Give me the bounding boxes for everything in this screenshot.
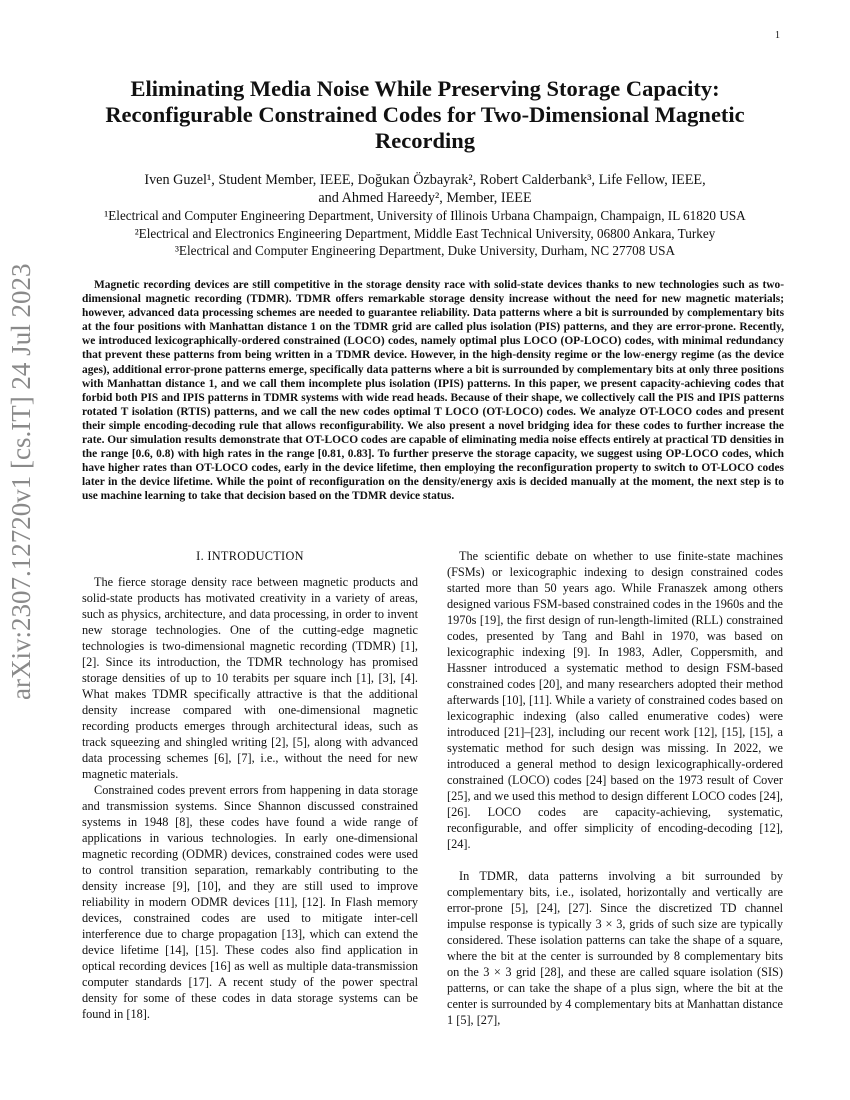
body-paragraph: The fierce storage density race between magnetic products and solid-state products has motivated creativity in a variety of areas, such as physics, architecture, and data processing, in order to invent new storage technologies. One of the cutting-edge magnetic technologies is two-dimensional magnetic recording (TDMR) [1], [2]. Since its introduction, the TDMR technology has promised storage densities of up to 10 terabits per square inch [1], [3], [4]. What makes TDMR specifically attractive is that the additional density increase compared with one-dimensional magnetic recording products emerges through architectural ideas, such as track squeezing and shingled writing [2], [5], along with advanced data processing schemes [6], [7], i.e., without the need for new magnetic materials. xyxy=(82,575,418,781)
affiliation-1: ¹Electrical and Computer Engineering Department, University of Illinois Urbana Champaign, Champaign, IL 61820 USA xyxy=(104,208,746,223)
left-column xyxy=(82,548,418,1022)
body-paragraph: In TDMR, data patterns involving a bit surrounded by complementary bits, i.e., isolated, horizontally and vertically are error-prone [5], [24], [27]. Since the discretized TD channel impulse response is typically 3 × 3, grids of such size are typically considered. These isolation patterns can take the shape of a square, where the bit at the center is surrounded by 8 complementary bits on the 3 × 3 grid [28], and these are called square isolation (SIS) patterns, or can take the shape of a plus sign, where the bit at the center is surrounded by 4 complementary bits at Manhattan distance 1 [5], [27], xyxy=(447,869,783,1027)
affiliation-2: ²Electrical and Electronics Engineering Department, Middle East Technical University, 06800 Ankara, Turkey xyxy=(134,225,716,241)
body-paragraph: Constrained codes prevent errors from happening in data storage and transmission systems. Since Shannon discussed constrained systems in 1948 [8], these codes have found a wide range of applications in various technologies. In early one-dimensional magnetic recording (ODMR) devices, constrained codes were used to control transition separation, remarkably contributing to the density increase [9], [10], and they are still used to improve reliability in modern ODMR devices [11], [12]. In Flash memory devices, constrained codes are used to mitigate inter-cell interference due to charge propagation [13], which can extend the device lifetime [14], [15]. These codes also find application in optical recording devices [16] as well as multiple data-transmission computer standards [17]. A recent study of the power spectral density for some of these codes in data storage systems can be found in [18]. xyxy=(82,783,418,1021)
author-list xyxy=(90,171,760,207)
right-column xyxy=(447,548,783,1028)
body-paragraph: The scientific debate on whether to use finite-state machines (FSMs) or lexicographic indexing to design constrained codes started more than 50 years ago. While Franaszek among others designed various FSM-based constrained codes in the 1960s and the 1970s [19], the first design of run-length-limited (RLL) constrained codes, presented by Tang and Bahl in 1970, was based on lexicographic indexing [9]. In 1983, Adler, Coppersmith, and Hassner introduced a systematic method to design FSM-based constrained codes [20], and many researchers adopted their method afterwards [10], [11]. While a variety of constrained codes based on lexicographic indexing (also called enumerative codes) were introduced [21]–[23], including our recent work [12], [15], [15], a systematic method for such design was missing. In 2022, we introduced a general method to design lexicographically-ordered constrained (LOCO) codes [24] based on the 1973 result of Cover [25], and we used this method to design different LOCO codes [24], [26]. LOCO codes are capacity-achieving, systematic, reconfigurable, and offer simplicity of encoding-decoding [12], [24]. xyxy=(447,549,783,851)
abstract: Magnetic recording devices are still competitive in the storage density race with solid-state devices thanks to new technologies such as two-dimensional magnetic recording (TDMR). TDMR offers remarkable storage density increase without the need for new magnetic materials; however, advanced data processing schemes are needed to guarantee reliability. Data patterns where a bit is surrounded by complementary bits at the four positions with Manhattan distance 1 on the TDMR grid are called plus isolation (PIS) patterns, and they are error-prone. Recently, we introduced lexicographically-ordered constrained (LOCO) codes, namely optimal plus LOCO (OP-LOCO) codes, with minimal redundancy that prevent these patterns from being written in a TDMR device. However, in the high-density regime or the low-energy regime (as the device ages), additional error-prone patterns emerge, specifically data patterns where a bit is surrounded by complementary bits at only three positions with Manhattan distance 1, and we call them incomplete plus isolation (IPIS) patterns. In this paper, we present capacity-achieving codes that forbid both PIS and IPIS patterns in TDMR systems with wide read heads. Because of their shape, we collectively call the PIS and IPIS patterns rotated T isolation (RTIS) patterns, and we call the new codes optimal T LOCO (OT-LOCO) codes. We analyze OT-LOCO codes and present their simple encoding-decoding rule that allows reconfigurability. We also present a novel bridging idea for these codes to further increase the rate. Our simulation results demonstrate that OT-LOCO codes are capable of eliminating media noise effects entirely at practical TD densities in the range [0.6, 0.8) with high rates in the range [0.81, 0.83]. To further preserve the storage capacity, we suggest using OP-LOCO codes, which have higher rates than OT-LOCO codes, early in the device lifetime, then employing the reconfiguration property to switch to OT-LOCO codes later in the device lifetime. While the point of reconfiguration on the density/energy axis is decided manually at the moment, the next step is to use machine learning to take that decision based on the TDMR device status. xyxy=(82,279,784,503)
section-heading: I. INTRODUCTION xyxy=(196,549,304,563)
paper-title: Eliminating Media Noise While Preserving Storage Capacity: Reconfigurable Constrained Codes for Two-Dimensional Magnetic Recording xyxy=(105,76,745,153)
author-line-2: and Ahmed Hareedy², Member, IEEE xyxy=(318,190,532,206)
affiliation-list xyxy=(60,207,790,260)
author-line-1: Iven Guzel¹, Student Member, IEEE, Doğukan Özbayrak², Robert Calderbank³, Life Fellow, IEEE, xyxy=(144,172,706,188)
affiliation-3: ³Electrical and Computer Engineering Department, Duke University, Durham, NC 27708 USA xyxy=(174,243,676,258)
arxiv-identifier-stamp: arXiv:2307.12720v1 [cs.IT] 24 Jul 2023 xyxy=(6,263,36,700)
page-number: 1 xyxy=(775,30,780,41)
